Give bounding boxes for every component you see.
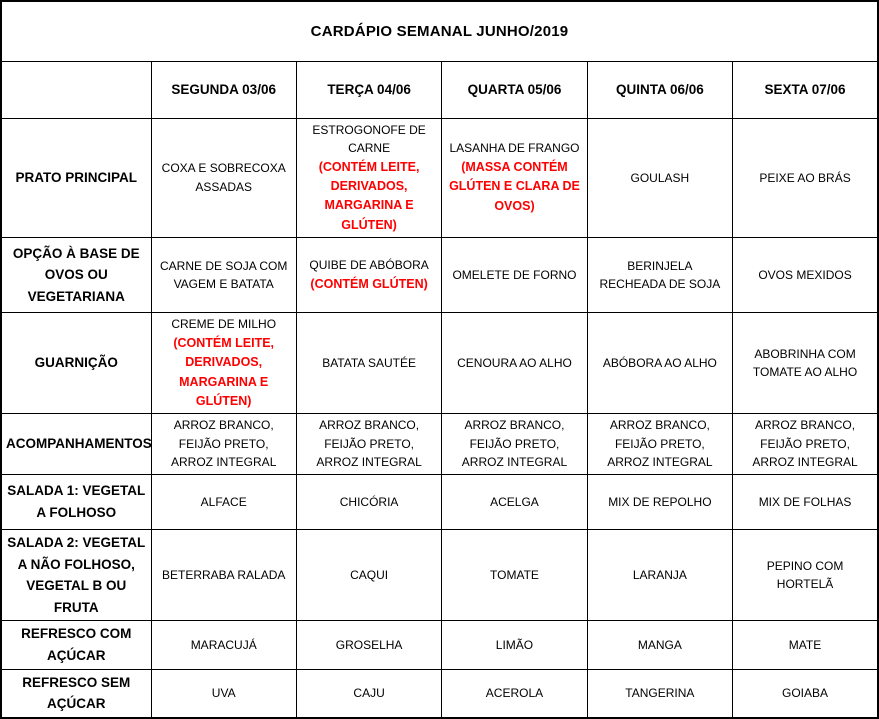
dish-name: PEPINO COM HORTELÃ [766,558,844,592]
day-header-row [1,61,878,118]
dish-name: CAJU [353,685,385,700]
dish-name: PEIXE AO BRÁS [759,170,851,185]
dish-name: MATE [788,637,822,652]
menu-cell [587,530,732,621]
menu-row [1,414,878,475]
menu-cell [587,414,732,475]
dish-name: CENOURA AO ALHO [457,355,572,370]
dish-name: LARANJA [632,567,687,582]
dish-name: ARROZ BRANCO, FEIJÃO PRETO, ARROZ INTEGRAL [316,418,422,470]
dish-name: CREME DE MILHO [171,317,277,332]
dish-name: OVOS MEXIDOS [758,267,852,282]
dish-name: ARROZ BRANCO, FEIJÃO PRETO, ARROZ INTEGRAL [752,418,858,470]
allergen-note: (CONTÉM GLÚTEN) [310,276,428,291]
dish-name: TANGERINA [625,685,695,700]
dish-name: ALFACE [200,494,247,509]
dish-name: TOMATE [490,567,539,582]
menu-table-body [1,118,878,718]
menu-cell [296,118,441,238]
dish-name: LIMÃO [495,637,534,652]
menu-cell [151,118,296,238]
dish-name: ABOBRINHA COM TOMATE AO ALHO [752,346,858,380]
row-label: SALADA 1: VEGETAL A FOLHOSO [1,475,151,530]
allergen-note: (CONTÉM LEITE, DERIVADOS, MARGARINA E GLÚTEN) [318,159,420,232]
menu-cell [587,669,732,718]
row-label: ACOMPANHAMENTOS [1,414,151,475]
menu-cell [442,313,587,414]
menu-row [1,530,878,621]
dish-name: ACEROLA [485,685,544,700]
menu-cell [442,530,587,621]
menu-row [1,313,878,414]
dish-name: ESTROGONOFE DE CARNE [312,122,426,156]
menu-cell [442,621,587,669]
menu-cell [733,238,878,313]
dish-name: COXA E SOBRECOXA ASSADAS [161,161,286,194]
menu-cell [587,238,732,313]
dish-name: ACELGA [490,494,539,509]
row-label: OPÇÃO À BASE DE OVOS OU VEGETARIANA [1,238,151,313]
menu-cell [151,414,296,475]
menu-cell [151,669,296,718]
dish-name: MANGA [637,637,682,652]
dish-name: ARROZ BRANCO, FEIJÃO PRETO, ARROZ INTEGRAL [171,418,277,470]
menu-cell [442,414,587,475]
dish-name: MIX DE FOLHAS [758,494,852,509]
menu-cell [296,669,441,718]
menu-cell [151,475,296,530]
dish-name: CHICÓRIA [339,494,399,509]
menu-cell [587,475,732,530]
row-label: REFRESCO COM AÇÚCAR [1,621,151,669]
day-header-quarta: QUARTA 05/06 [442,61,587,118]
menu-cell [733,530,878,621]
dish-name: ABÓBORA AO ALHO [602,355,717,370]
menu-cell [151,530,296,621]
row-label: PRATO PRINCIPAL [1,118,151,238]
menu-cell [442,669,587,718]
menu-cell [442,238,587,313]
dish-name: BERINJELA RECHEADA DE SOJA [599,258,721,292]
day-header-quinta: QUINTA 06/06 [587,61,732,118]
menu-cell [296,475,441,530]
menu-cell [151,621,296,669]
menu-cell [733,475,878,530]
menu-cell [296,313,441,414]
allergen-note: (MASSA CONTÉM GLÚTEN E CLARA DE OVOS) [449,160,580,213]
menu-cell [442,118,587,238]
menu-cell [733,414,878,475]
menu-cell [151,238,296,313]
menu-cell [587,621,732,669]
dish-name: OMELETE DE FORNO [452,267,577,282]
day-header-segunda: SEGUNDA 03/06 [151,61,296,118]
menu-cell [587,118,732,238]
menu-cell [587,313,732,414]
row-label: REFRESCO SEM AÇÚCAR [1,669,151,718]
menu-cell [733,669,878,718]
title-row [1,1,878,61]
dish-name: MARACUJÁ [190,637,257,652]
menu-cell [296,414,441,475]
row-label: SALADA 2: VEGETAL A NÃO FOLHOSO, VEGETAL B OU FRUTA [1,530,151,621]
menu-row [1,475,878,530]
dish-name: ARROZ BRANCO, FEIJÃO PRETO, ARROZ INTEGRAL [607,418,713,470]
dish-name: GOIABA [782,685,829,700]
menu-row [1,238,878,313]
dish-name: MIX DE REPOLHO [608,494,712,509]
menu-cell [733,621,878,669]
dish-name: CARNE DE SOJA COM VAGEM E BATATA [160,258,288,292]
page-title: CARDÁPIO SEMANAL JUNHO/2019 [1,1,878,61]
day-header-terca: TERÇA 04/06 [296,61,441,118]
row-label: GUARNIÇÃO [1,313,151,414]
dish-name: BATATA SAUTÉE [322,355,416,370]
menu-cell [442,475,587,530]
dish-name: UVA [211,685,236,700]
menu-cell [296,621,441,669]
dish-name: CAQUI [350,567,389,582]
menu-cell [296,530,441,621]
dish-name: LASANHA DE FRANGO [449,141,580,156]
menu-cell [733,118,878,238]
dish-name: QUIBE DE ABÓBORA [309,258,429,273]
menu-cell [151,313,296,414]
dish-name: GROSELHA [335,637,403,652]
allergen-note: (CONTÉM LEITE, DERIVADOS, MARGARINA E GLÚTEN) [173,335,275,408]
menu-cell [733,313,878,414]
dish-name: BETERRABA RALADA [162,567,286,582]
dish-name: ARROZ BRANCO, FEIJÃO PRETO, ARROZ INTEGRAL [461,418,568,470]
menu-row [1,669,878,718]
menu-row [1,118,878,238]
day-header-sexta: SEXTA 07/06 [733,61,878,118]
menu-row [1,621,878,669]
menu-cell [296,238,441,313]
corner-cell [1,61,151,118]
dish-name: GOULASH [630,170,690,185]
